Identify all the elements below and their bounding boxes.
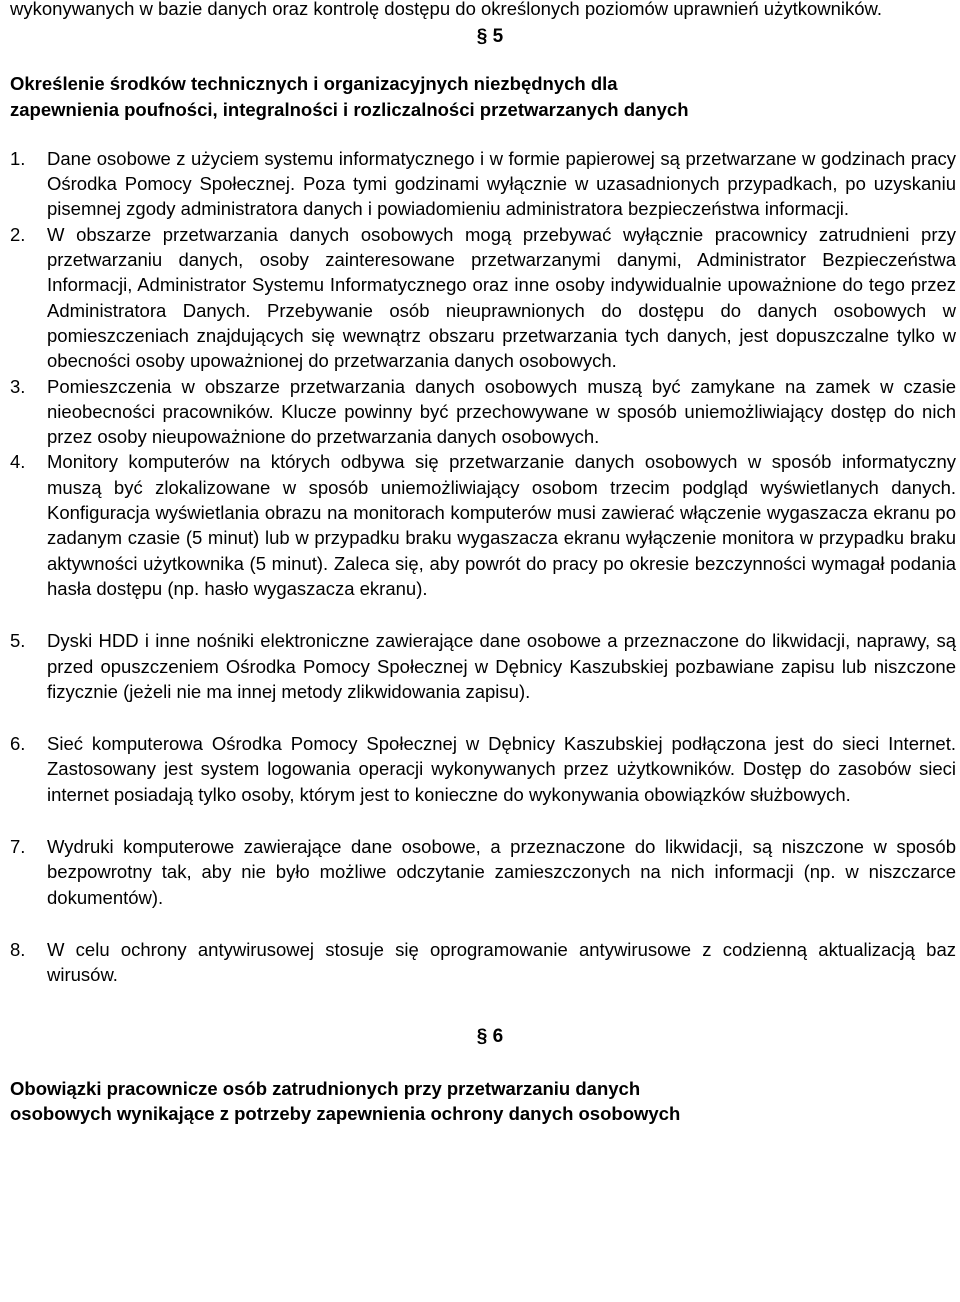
list-item-3: [10, 374, 956, 450]
list-item-text: Monitory komputerów na których odbywa się przetwarzanie danych osobowych w sposób informatyczny muszą być zlokalizowane w sposób uniemożliwiający osobom trzecim podgląd wyświetlanych danych. Konfiguracja wyświetlania obrazu na monitorach komputerów musi zawierać włączenie wygaszacza ekranu po zadanym czasie (5 minut) lub w przypadku braku wygaszacza ekranu wyłączenie monitora w przypadku braku aktywności użytkownika (5 minut). Zaleca się, aby powrót do pracy po okresie bezczynności wymagał podania hasła dostępu (np. hasło wygaszacza ekranu).: [47, 451, 956, 599]
section-5-mark: § 5: [476, 26, 504, 48]
list-item-8: [10, 937, 956, 988]
list-item-number: 8.: [10, 938, 26, 960]
section-6-title: [10, 1076, 956, 1127]
list-item-4: [10, 449, 956, 601]
document-page: [10, 0, 956, 1126]
list-item-number: 6.: [10, 733, 26, 755]
section-6-title-line-1: Obowiązki pracownicze osób zatrudnionych przy przetwarzaniu danych: [10, 1077, 641, 1099]
section-6-title-line-2: osobowych wynikające z potrzeby zapewnienia ochrony danych osobowych: [10, 1102, 681, 1124]
section-5-title-line-1: Określenie środków technicznych i organizacyjnych niezbędnych dla: [10, 73, 618, 95]
list-item-5: [10, 628, 956, 704]
list-item-7: [10, 834, 956, 910]
list-item-number: 4.: [10, 451, 26, 473]
section-5-title-line-2: zapewnienia poufności, integralności i rozliczalności przetwarzanych danych: [10, 98, 689, 120]
section-6-mark: § 6: [476, 1025, 504, 1047]
list-item-text: W obszarze przetwarzania danych osobowych mogą przebywać wyłącznie pracownicy zatrudnieni przy przetwarzaniu danych, osoby zainteresowane przetwarzanymi danymi, Administrator Bezpieczeństwa Informacji, Administrator Systemu Informatycznego oraz inne osoby indywidualnie upoważnione do tego przez Administratora Danych. Przebywanie osób nieuprawnionych do dostępu do danych osobowych w pomieszczeniach znajdujących się wewnątrz obszaru przetwarzania tych danych, jest dopuszczalne tylko w obecności osoby upoważnionej do przetwarzania danych osobowych.: [47, 223, 956, 372]
list-item-text: Sieć komputerowa Ośrodka Pomocy Społecznej w Dębnicy Kaszubskiej podłączona jest do sieci Internet. Zastosowany jest system logowania operacji wykonywanych przez użytkowników. Dostęp do zasobów sieci internet posiadają tylko osoby, którym jest to konieczne do wykonywania obowiązków służbowych.: [47, 733, 956, 805]
list-item-text: Dane osobowe z użyciem systemu informatycznego i w formie papierowej są przetwarzane w godzinach pracy Ośrodka Pomocy Społecznej. Poza tymi godzinami wyłącznie w uzasadnionych przypadkach, po uzyskaniu pisemnej zgody administratora danych i powiadomieniu administratora bezpieczeństwa informacji.: [47, 147, 956, 220]
section-5-title: [10, 71, 956, 122]
list-item-text: Wydruki komputerowe zawierające dane osobowe, a przeznaczone do likwidacji, są niszczone w sposób bezpowrotny tak, aby nie było możliwe odczytanie zamieszczonych na nich informacji (np. w niszczarce dokumentów).: [47, 836, 956, 908]
section-5-list: [10, 146, 956, 988]
list-item-text: W celu ochrony antywirusowej stosuje się oprogramowanie antywirusowe z codzienną aktualizacją baz wirusów.: [47, 938, 956, 986]
list-item-number: 7.: [10, 836, 26, 858]
list-item-number: 3.: [10, 375, 26, 397]
list-item-6: [10, 731, 956, 807]
list-item-number: 5.: [10, 630, 26, 652]
list-item-text: Pomieszczenia w obszarze przetwarzania danych osobowych muszą być zamykane na zamek w czasie nieobecności pracowników. Klucze powinny być przechowywane w sposób uniemożliwiający dostęp do nich przez osoby nieupoważnione do przetwarzania danych osobowych.: [47, 375, 956, 448]
list-item-1: [10, 146, 956, 222]
list-item-text: Dyski HDD i inne nośniki elektroniczne zawierające dane osobowe a przeznaczone do likwidacji, naprawy, są przed opuszczeniem Ośrodka Pomocy Społecznej w Dębnicy Kaszubskiej pozbawiane zapisu lub niszczone fizycznie (jeżeli nie ma innej metody zlikwidowania zapisu).: [47, 630, 956, 702]
list-item-number: 1.: [10, 147, 26, 169]
list-item-number: 2.: [10, 223, 26, 245]
list-item-2: [10, 222, 956, 374]
continuation-paragraph: wykonywanych w bazie danych oraz kontrolę dostępu do określonych poziomów uprawnień użytkowników.: [10, 0, 883, 19]
